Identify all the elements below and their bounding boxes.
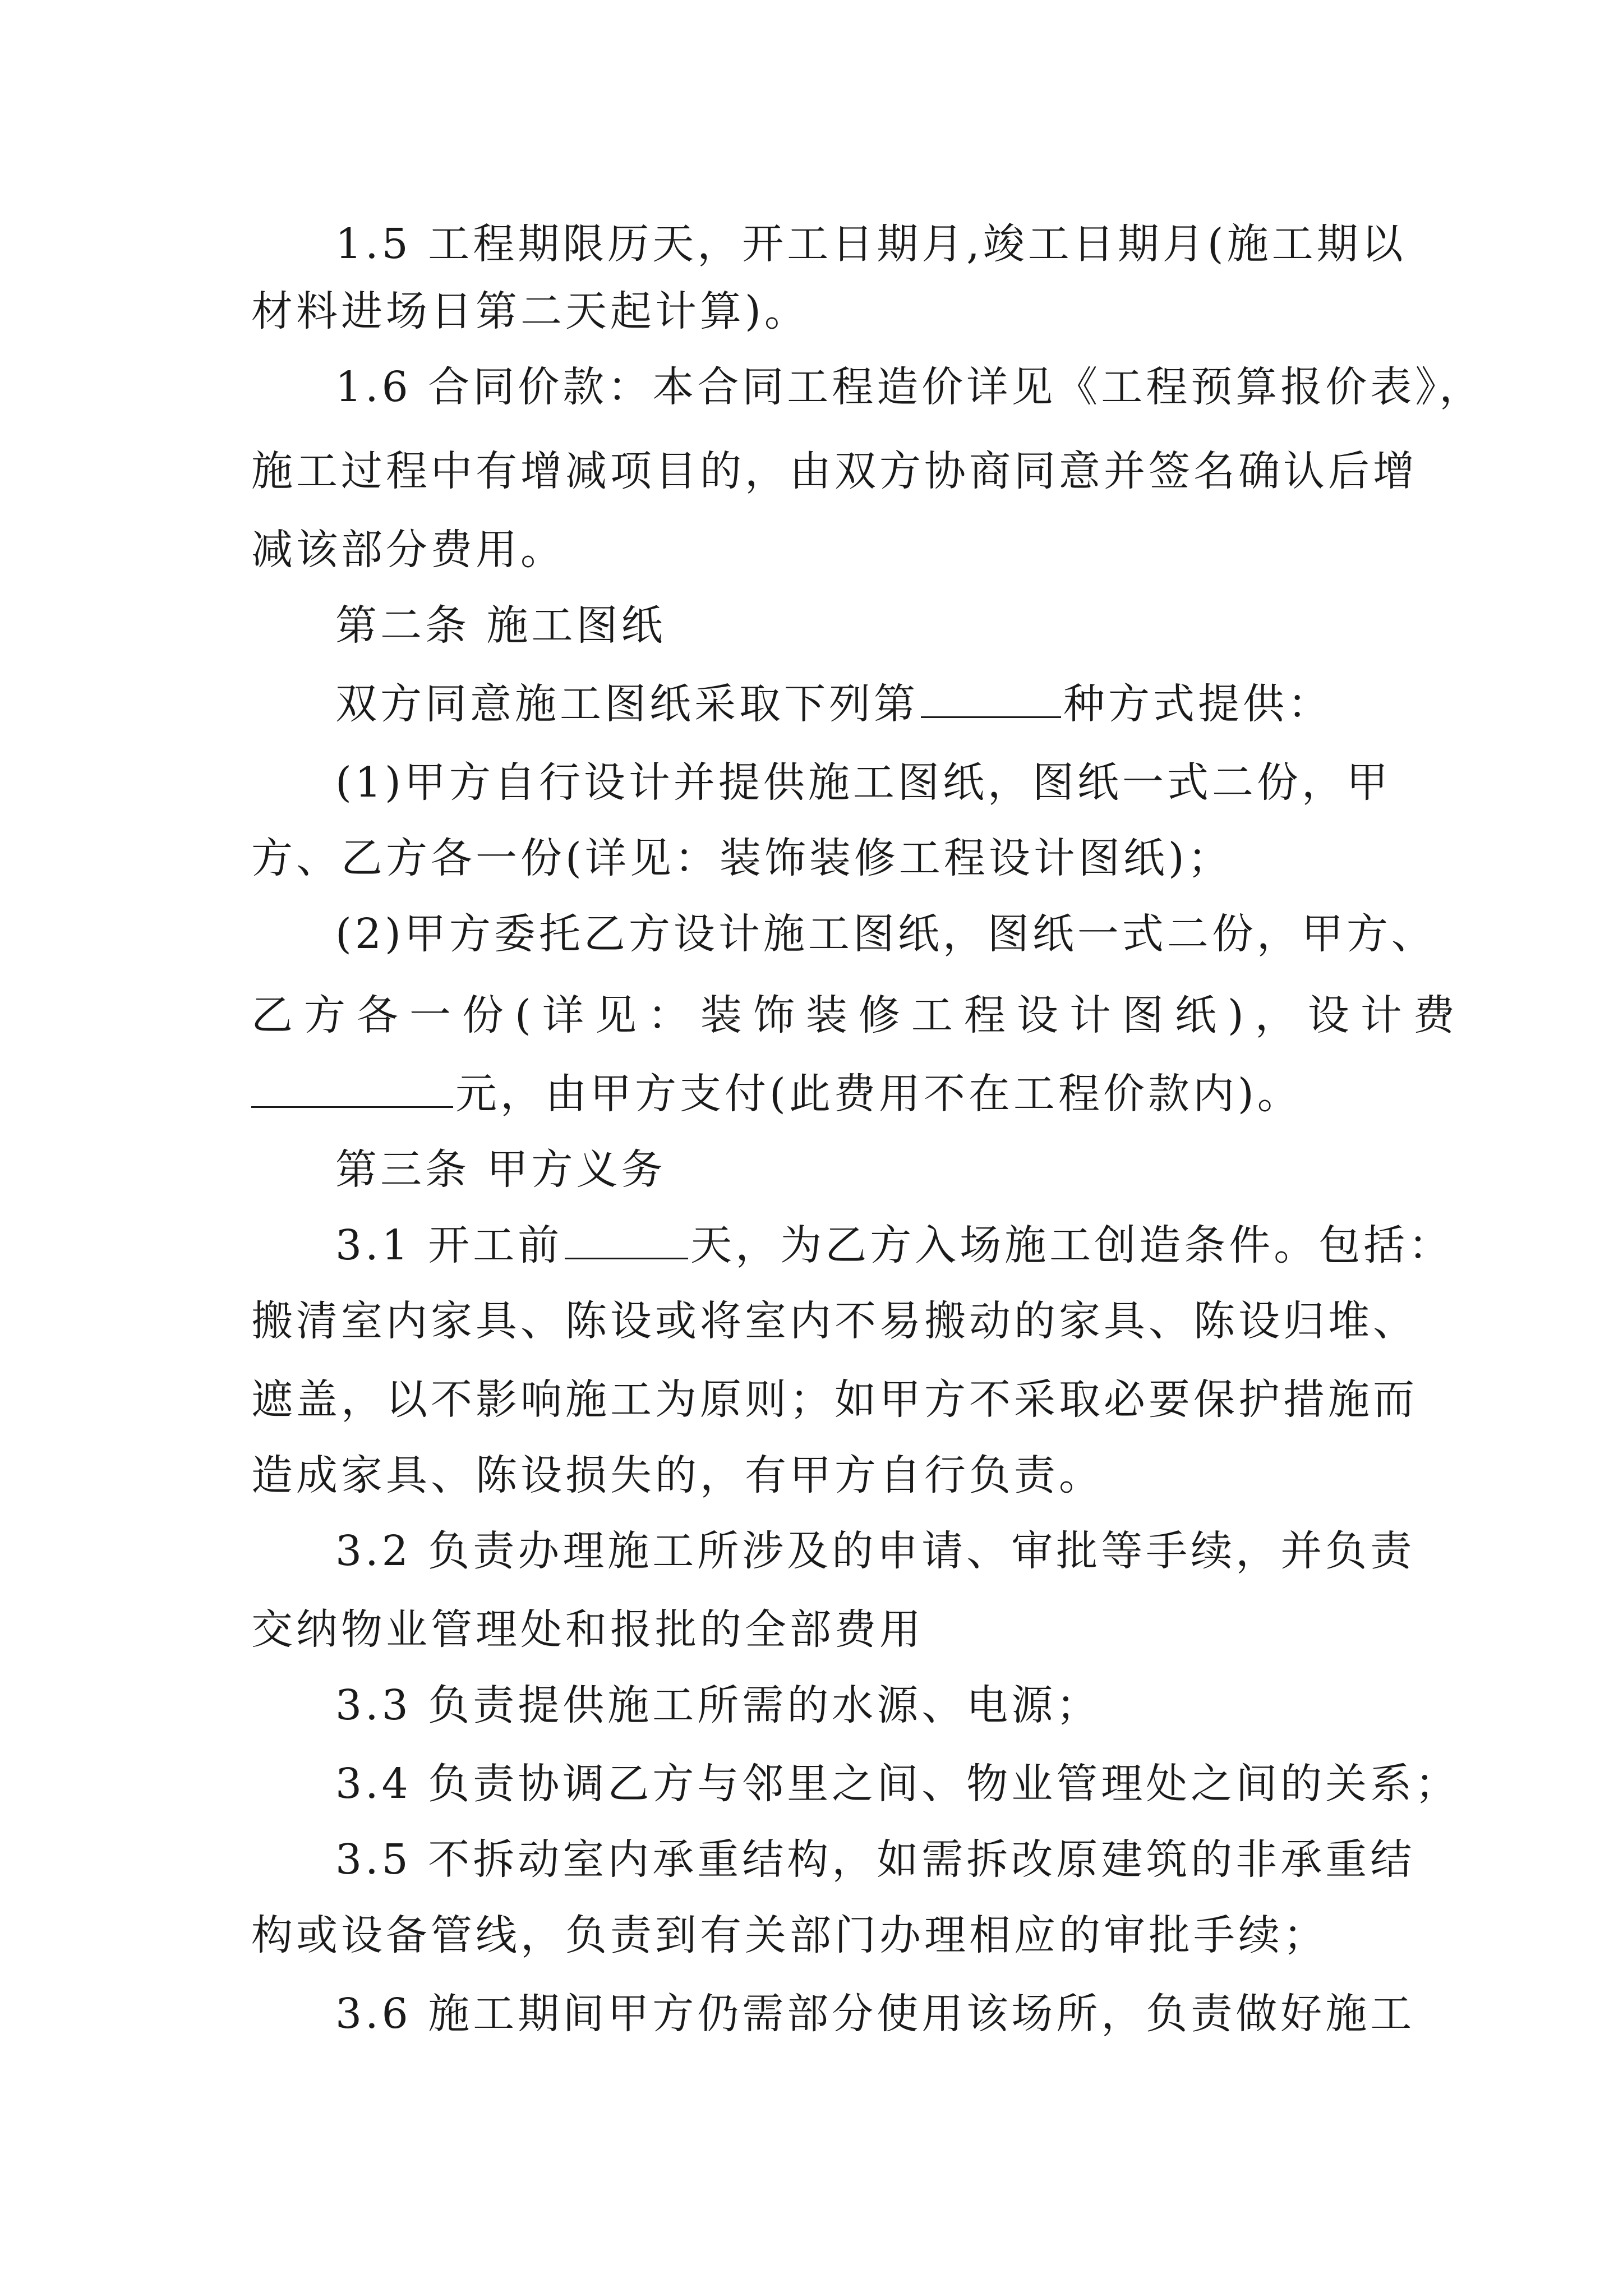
paragraph-3-1-line-4: 造成家具、陈设损失的，有甲方自行负责。 — [251, 1451, 1104, 1499]
paragraph-3-3: 3.3 负责提供施工所需的水源、电源； — [335, 1681, 1101, 1729]
paragraph-3-1-line-2: 搬清室内家具、陈设或将室内不易搬动的家具、陈设归堆、 — [251, 1297, 1418, 1345]
section-heading-2: 第二条 施工图纸 — [335, 601, 666, 650]
paragraph-3-5-line-2: 构或设备管线，负责到有关部门办理相应的审批手续； — [251, 1911, 1328, 1959]
option-1-line-1: (1)甲方自行设计并提供施工图纸，图纸一式二份，甲 — [335, 758, 1391, 807]
paragraph-3-1-line-3: 遮盖，以不影响施工为原则；如甲方不采取必要保护措施而 — [251, 1375, 1418, 1424]
paragraph-3-2-line-2: 交纳物业管理处和报批的全部费用 — [251, 1605, 924, 1654]
paragraph-1-6-line-2: 施工过程中有增减项目的，由双方协商同意并签名确认后增 — [251, 447, 1418, 495]
paragraph-drawings-intro — [335, 676, 1332, 732]
drawings-intro-text: 双方同意施工图纸采取下列第 — [335, 680, 919, 728]
paragraph-3-6-line-1: 3.6 施工期间甲方仍需部分使用该场所，负责做好施工 — [335, 1990, 1415, 2038]
section-heading-3: 第三条 甲方义务 — [335, 1145, 666, 1194]
option-2-line-3-text: 元，由甲方支付(此费用不在工程价款内)。 — [455, 1070, 1302, 1118]
paragraph-3-5-line-1: 3.5 不拆动室内承重结构，如需拆改原建筑的非承重结 — [335, 1835, 1415, 1884]
paragraph-3-4: 3.4 负责协调乙方与邻里之间、物业管理处之间的关系； — [335, 1760, 1460, 1808]
paragraph-3-2-line-1: 3.2 负责办理施工所涉及的申请、审批等手续，并负责 — [335, 1527, 1415, 1575]
drawings-intro-text-end: 种方式提供： — [1063, 680, 1332, 728]
paragraph-1-6-line-1: 1.6 合同价款：本合同工程造价详见《工程预算报价表》， — [335, 363, 1484, 411]
option-2-line-3 — [251, 1066, 1302, 1122]
option-2-line-1: (2)甲方委托乙方设计施工图纸，图纸一式二份，甲方、 — [335, 910, 1436, 958]
blank-line[interactable] — [565, 1223, 688, 1259]
paragraph-3-1-line-1 — [335, 1217, 1453, 1273]
paragraph-1-6-line-3: 减该部分费用。 — [251, 526, 565, 574]
option-1-line-2: 方、乙方各一份(详见：装饰装修工程设计图纸)； — [251, 834, 1233, 882]
paragraph-1-5-line-1: 1.5 工程期限历天，开工日期月,竣工日期月(施工期以 — [335, 220, 1407, 268]
paragraph-3-1-lead: 3.1 开工前 — [335, 1221, 563, 1269]
paragraph-1-5-line-2: 材料进场日第二天起计算)。 — [251, 287, 809, 335]
blank-line[interactable] — [921, 682, 1061, 718]
option-2-line-2: 乙方各一份(详见：装饰装修工程设计图纸)，设计费 — [251, 991, 1466, 1039]
paragraph-3-1-tail: 天，为乙方入场施工创造条件。包括： — [690, 1221, 1454, 1269]
blank-line[interactable] — [251, 1071, 453, 1108]
